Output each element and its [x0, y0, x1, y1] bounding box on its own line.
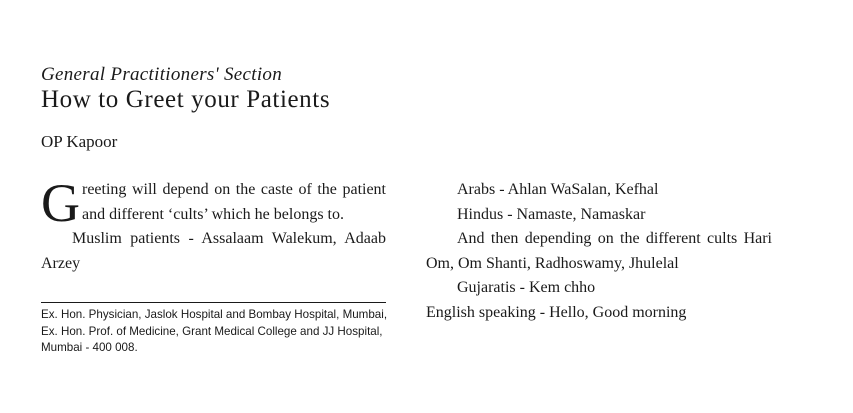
- section-label: General Practitioners' Section: [41, 64, 283, 85]
- footnote-divider: [41, 302, 386, 303]
- gujaratis-greeting: Gujaratis - Kem chho: [457, 279, 596, 296]
- english-greeting: English speaking - Hello, Good morning: [426, 303, 687, 321]
- drop-cap: G: [41, 173, 80, 233]
- author-affiliation: Ex. Hon. Physician, Jaslok Hospital and Bombay Hospital, Mumbai, Ex. Hon. Prof. of Medicine, Grant Medical College and JJ Hospital, Mumbai - 400 008.: [41, 308, 388, 354]
- arabs-greeting: Arabs - Ahlan WaSalan, Kefhal: [457, 181, 659, 198]
- intro-text: reeting will depend on the caste of the patient and different ‘cults’ which he belongs to.: [82, 181, 386, 223]
- intro-paragraph: [41, 173, 386, 233]
- hindus-greeting: Hindus - Namaste, Namaskar: [457, 205, 646, 223]
- cults-greeting: And then depending on the different cults Hari Om, Om Shanti, Radhoswamy, Jhulelal: [426, 230, 772, 272]
- right-column: [426, 178, 772, 325]
- left-column: [41, 173, 386, 276]
- article-title: How to Greet your Patients: [41, 86, 331, 113]
- muslim-greeting: Muslim patients - Assalaam Walekum, Adaab Arzey: [41, 230, 386, 272]
- author-name: OP Kapoor: [41, 132, 118, 151]
